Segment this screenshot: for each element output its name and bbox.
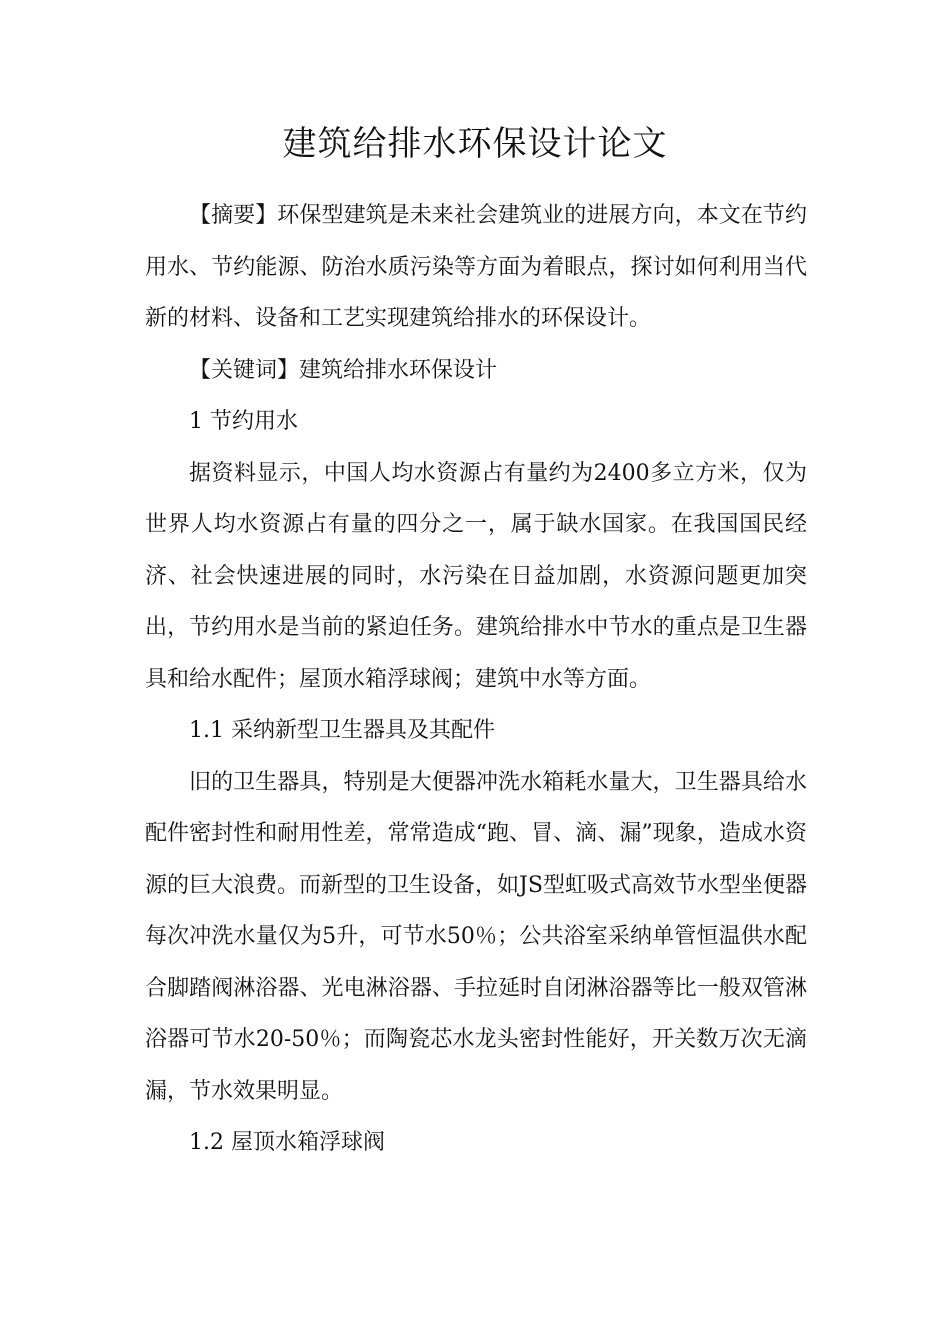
section-1-1-heading: 1.1 采纳新型卫生器具及其配件 xyxy=(189,718,495,743)
keywords-line: 【关键词】建筑给排水环保设计 xyxy=(189,357,498,383)
document-title: 建筑给排水环保设计论文 xyxy=(282,124,668,164)
document-body xyxy=(145,190,807,1169)
section-1-1-paragraph: 旧的卫生器具，特别是大便器冲洗水箱耗水量大，卫生器具给水配件密封性和耐用性差，常常造成“跑、冒、滴、漏”现象，造成水资源的巨大浪费。而新型的卫生设备，如JS型虹吸式高效节水型坐便器每次冲洗水量仅为5升，可节水50％；公共浴室采纳单管恒温供水配合脚踏阀淋浴器、光电淋浴器、手拉延时自闭淋浴器等比一般双管淋浴器可节水20-50％；而陶瓷芯水龙头密封性能好，开关数万次无滴漏，节水效果明显。 xyxy=(145,769,807,1104)
section-1-heading: 1 节约用水 xyxy=(189,409,298,434)
abstract-paragraph: 【摘要】环保型建筑是未来社会建筑业的进展方向，本文在节约用水、节约能源、防治水质污染等方面为着眼点，探讨如何利用当代新的材料、设备和工艺实现建筑给排水的环保设计。 xyxy=(145,203,807,331)
section-1-paragraph: 据资料显示，中国人均水资源占有量约为2400多立方米，仅为世界人均水资源占有量的四分之一，属于缺水国家。在我国国民经济、社会快速进展的同时，水污染在日益加剧，水资源问题更加突出，节约用水是当前的紧迫任务。建筑给排水中节水的重点是卫生器具和给水配件；屋顶水箱浮球阀；建筑中水等方面。 xyxy=(145,460,807,692)
section-1-2-heading: 1.2 屋顶水箱浮球阀 xyxy=(189,1130,385,1155)
